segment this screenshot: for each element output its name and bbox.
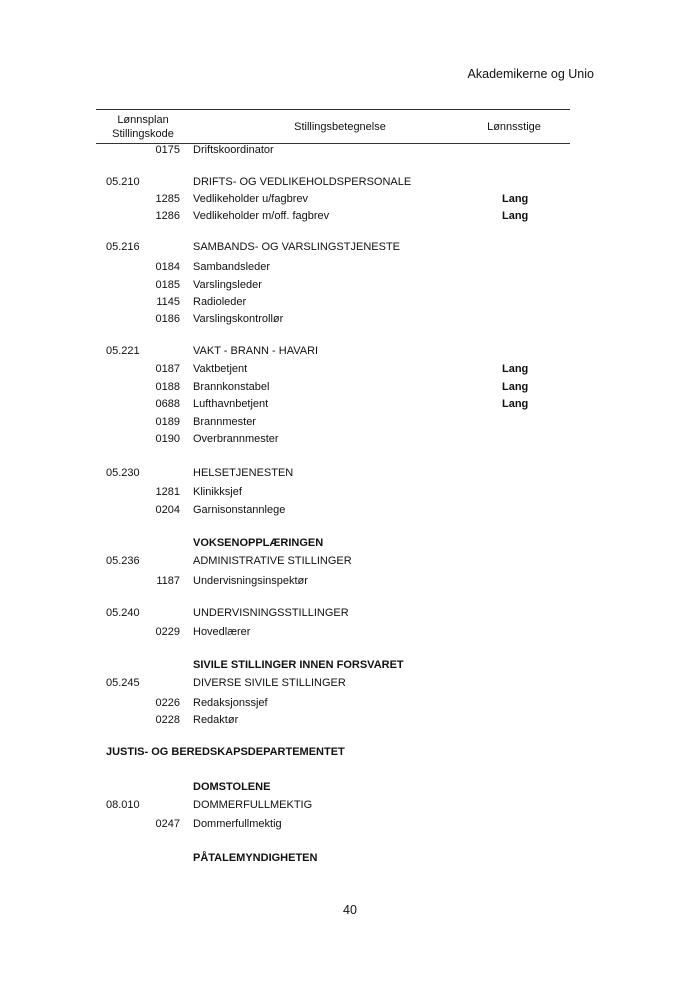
stillingskode-cell: 0688 (155, 398, 180, 410)
stillingsbetegnelse-cell: Redaktør (193, 714, 239, 726)
stillingsbetegnelse-cell: Garnisonstannlege (193, 504, 286, 516)
table-row (0, 208, 700, 225)
column-header-lonnsstige: Lønnsstige (487, 121, 541, 133)
stillingsbetegnelse-cell: Redaksjonssjef (193, 697, 268, 709)
table-row (0, 414, 700, 431)
stillingskode-cell: 0188 (155, 381, 180, 393)
column-header-stillingsbetegnelse: Stillingsbetegnelse (294, 121, 386, 133)
table-row (0, 277, 700, 294)
stillingsbetegnelse-cell: Overbrannmester (193, 433, 279, 445)
table-row (0, 502, 700, 519)
table-row (0, 605, 700, 622)
stillingsbetegnelse-cell: VAKT - BRANN - HAVARI (193, 345, 319, 357)
organization-header: Akademikerne og Unio (467, 67, 594, 81)
stillingsbetegnelse-cell: DOMMERFULLMEKTIG (193, 799, 313, 811)
table-row (0, 797, 700, 814)
stillingskode-cell: 0184 (155, 261, 180, 273)
stillingskode-cell: 1145 (156, 296, 180, 308)
lonnsplan-cell: 05.245 (106, 677, 140, 689)
table-row (0, 379, 700, 396)
table-row (0, 695, 700, 712)
stillingsbetegnelse-cell: Varslingsleder (193, 279, 262, 291)
table-row (0, 239, 700, 256)
lonnsplan-cell: 05.230 (106, 467, 140, 479)
stillingsbetegnelse-cell: ADMINISTRATIVE STILLINGER (193, 555, 352, 567)
stillingsbetegnelse-cell: HELSETJENESTEN (193, 467, 294, 479)
stillingsbetegnelse-cell: DRIFTS- OG VEDLIKEHOLDSPERSONALE (193, 176, 412, 188)
lonnsplan-cell: 05.216 (106, 241, 140, 253)
lonnsplan-cell: 05.221 (106, 345, 140, 357)
lonnsstige-cell: Lang (502, 381, 529, 393)
table-row (0, 553, 700, 570)
table-row (0, 431, 700, 448)
table-row (0, 191, 700, 208)
stillingsbetegnelse-cell: Sambandsleder (193, 261, 271, 273)
table-row (0, 624, 700, 641)
lonnsplan-cell: 08.010 (106, 799, 140, 811)
stillingsbetegnelse-cell: PÅTALEMYNDIGHETEN (193, 852, 318, 864)
stillingskode-cell: 1281 (155, 486, 180, 498)
stillingskode-cell: 1187 (156, 575, 180, 587)
stillingskode-cell: 0247 (155, 818, 180, 830)
stillingsbetegnelse-cell: DIVERSE SIVILE STILLINGER (193, 677, 346, 689)
table-row (0, 311, 700, 328)
table-row (0, 779, 700, 796)
stillingsbetegnelse-cell: Brannmester (193, 416, 256, 428)
stillingsbetegnelse-cell: Vedlikeholder m/off. fagbrev (193, 210, 330, 222)
stillingskode-cell: 0226 (155, 697, 180, 709)
column-header-lonnsplan-label: Lønnsplan (117, 114, 169, 126)
stillingsbetegnelse-cell: Hovedlærer (193, 626, 251, 638)
table-row (0, 259, 700, 276)
stillingskode-cell: 1286 (155, 210, 180, 222)
table-row (0, 712, 700, 729)
stillingskode-cell: 0185 (155, 279, 180, 291)
stillingsbetegnelse-cell: Undervisningsinspektør (193, 575, 308, 587)
stillingsbetegnelse-cell: Driftskoordinator (193, 144, 274, 156)
column-header-stillingskode-label: Stillingskode (112, 128, 174, 140)
stillingsbetegnelse-cell: UNDERVISNINGSSTILLINGER (193, 607, 349, 619)
table-row (0, 396, 700, 413)
stillingskode-cell: 0186 (155, 313, 180, 325)
table-row (0, 675, 700, 692)
table-row (0, 573, 700, 590)
stillingskode-cell: 0228 (155, 714, 180, 726)
stillingsbetegnelse-cell: Vedlikeholder u/fagbrev (193, 193, 308, 205)
table-row (0, 850, 700, 867)
table-row (0, 343, 700, 360)
table-row (0, 657, 700, 674)
stillingsbetegnelse-cell: Vaktbetjent (193, 363, 248, 375)
stillingskode-cell: 1285 (155, 193, 180, 205)
stillingsbetegnelse-cell: Brannkonstabel (193, 381, 270, 393)
stillingsbetegnelse-cell: Varslingskontrollør (193, 313, 284, 325)
stillingsbetegnelse-cell: VOKSENOPPLÆRINGEN (193, 537, 324, 549)
stillingsbetegnelse-cell: Radioleder (193, 296, 247, 308)
table-row (0, 484, 700, 501)
lonnsstige-cell: Lang (502, 363, 529, 375)
stillingskode-cell: 0189 (155, 416, 180, 428)
stillingsbetegnelse-cell: SAMBANDS- OG VARSLINGSTJENESTE (193, 241, 401, 253)
page-number: 40 (343, 903, 357, 917)
stillingskode-cell: 0187 (155, 363, 180, 375)
lonnsplan-cell: 05.236 (106, 555, 140, 567)
table-row (0, 294, 700, 311)
stillingskode-cell: 0175 (155, 144, 180, 156)
stillingsbetegnelse-cell: SIVILE STILLINGER INNEN FORSVARET (193, 659, 404, 671)
table-row (0, 744, 700, 761)
stillingsbetegnelse-cell: Klinikksjef (193, 486, 242, 498)
stillingskode-cell: 0204 (155, 504, 180, 516)
table-row (0, 142, 700, 159)
table-row (0, 465, 700, 482)
table-row (0, 816, 700, 833)
lonnsstige-cell: Lang (502, 210, 529, 222)
table-row (0, 535, 700, 552)
stillingsbetegnelse-cell: JUSTIS- OG BEREDSKAPSDEPARTEMENTET (106, 746, 345, 758)
stillingskode-cell: 0190 (155, 433, 180, 445)
stillingsbetegnelse-cell: DOMSTOLENE (193, 781, 271, 793)
table-row (0, 361, 700, 378)
stillingsbetegnelse-cell: Dommerfullmektig (193, 818, 282, 830)
stillingskode-cell: 0229 (155, 626, 180, 638)
lonnsstige-cell: Lang (502, 193, 529, 205)
lonnsplan-cell: 05.210 (106, 176, 140, 188)
lonnsstige-cell: Lang (502, 398, 529, 410)
table-row (0, 174, 700, 191)
lonnsplan-cell: 05.240 (106, 607, 140, 619)
stillingsbetegnelse-cell: Lufthavnbetjent (193, 398, 269, 410)
